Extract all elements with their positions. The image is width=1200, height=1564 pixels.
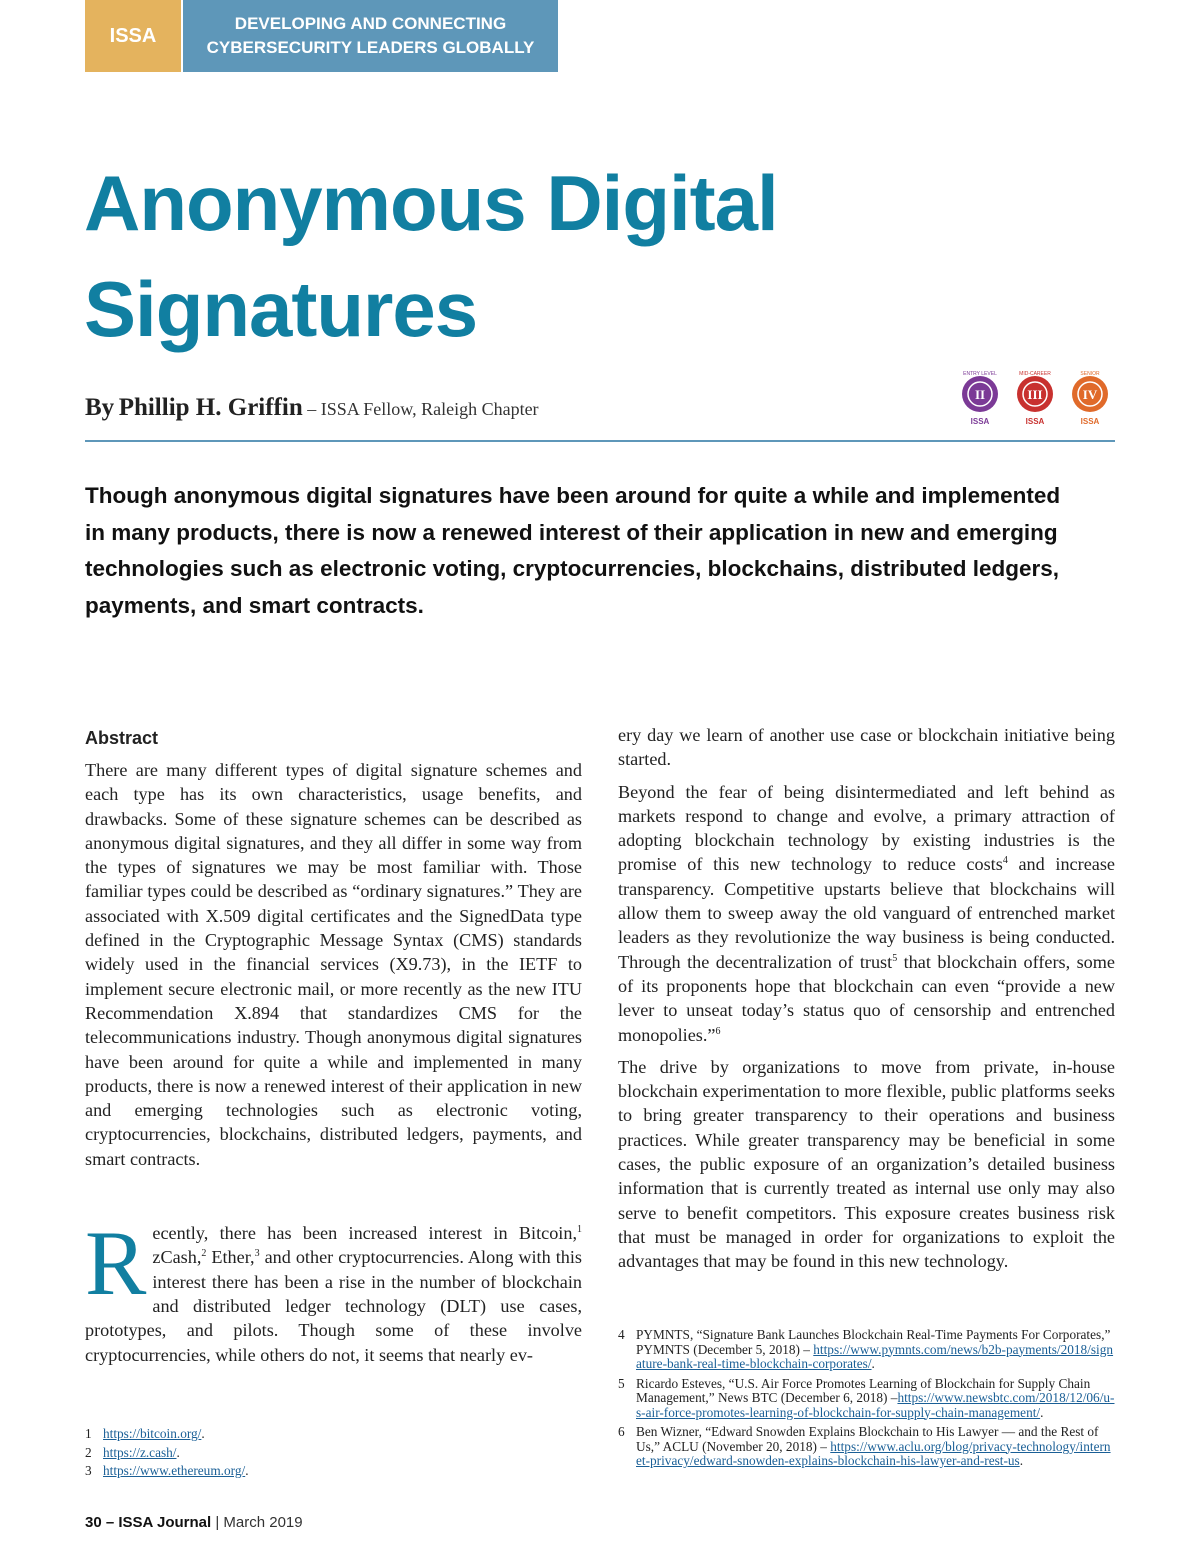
footnote-ref-5: 5 xyxy=(892,952,898,964)
tagline-line-2: CYBERSECURITY LEADERS GLOBALLY xyxy=(206,38,535,57)
paragraph-transparency: Beyond the fear of being disintermediated and left behind as markets respond to change and evolve, a primary attraction of adopting blockchain technology by existing industries is the promise of this new technology to reduce costs$^4$ and increase transparency. Competitive upstarts believe that blockchains will allow them to sweep away the old vanguard of entrenched market leaders as they revolutionize the way business is being conducted. Through the decentralization of trust$^5$ that blockchain offers, some of its proponents hope that blockchain can even “provide a new lever to unseat today’s status quo of censorship and entrenched monopolies.”$^6$ xyxy=(618,781,1115,1045)
footnote-ref-4: 4 xyxy=(1002,855,1008,867)
right-column xyxy=(618,723,1115,1274)
title-line-1: Anonymous Digital xyxy=(84,159,778,247)
tagline-banner xyxy=(183,0,558,72)
footer-separator: | xyxy=(211,1514,224,1531)
footnote-ref-6: 6 xyxy=(715,1025,721,1037)
footnote-6: 6 Ben Wizner, “Edward Snowden Explains Blockchain to His Lawyer — and the Rest of Us,” ACLU (November 20, 2018) – https://www.aclu.org/blog/privacy-technology/internet-privacy/edward-snowden-explains-blockchain-his-lawyer-and-rest-us. xyxy=(618,1424,1111,1468)
svg-text:II: II xyxy=(974,387,986,402)
footnote-ref-2: 2 xyxy=(201,1248,207,1260)
svg-text:MID-CAREER: MID-CAREER xyxy=(1019,371,1051,377)
footer-page-label: 30 – ISSA Journal xyxy=(85,1514,212,1531)
byline xyxy=(85,394,539,422)
intro-continued: ery day we learn of another use case or blockchain initiative being started. xyxy=(618,725,1115,770)
paragraph-business-risk: The drive by organizations to move from private, in-house blockchain experimentation to more flexible, public platforms seeks to bring greater transparency to their operations and business practices. While greater transparency may be beneficial in some cases, the public exposure of an organization’s detailed business information that is currently treated as internal use only may also serve to benefit competitors. This exposure creates business risk that must be managed in order for organizations to exploit the advantages that may be found in this new technology. xyxy=(618,1056,1115,1272)
footnote-3-link[interactable]: https://www.ethereum.org/ xyxy=(103,1463,246,1478)
drop-cap: R xyxy=(85,1212,147,1315)
issa-org-label: ISSA xyxy=(109,24,157,47)
svg-text:ISSA: ISSA xyxy=(1025,417,1045,426)
header-divider xyxy=(85,440,1115,442)
footnote-2-link[interactable]: https://z.cash/ xyxy=(103,1444,177,1460)
article-lede: Though anonymous digital signatures have been around for quite a while and implemented in many products, there is now a renewed interest of their application in new and emerging technologies such as electronic voting, cryptocurrencies, blockchains, distributed ledgers, payments, and smart contracts. xyxy=(85,483,1061,618)
right-footnotes xyxy=(618,1328,1115,1469)
svg-text:III: III xyxy=(1027,387,1043,402)
article-title xyxy=(84,150,984,362)
author-name: Phillip H. Griffin xyxy=(118,394,303,421)
footnote-ref-3: 3 xyxy=(254,1248,260,1260)
abstract-text: There are many different types of digital signature schemes and each type has its own characteristics, usage benefits, and drawbacks. Some of these signature schemes can be described as anonymous digital signatures, and they all differ in some way from the types of signatures we may be most familiar with. Those familiar types could be described as “ordinary signatures.” They are associated with X.509 digital certificates and the SignedData type defined in the Cryptographic Message Syntax (CMS) standards widely used in the financial services (X9.73), in the IETF to implement secure electronic mail, or more recently as the new ITU Recommendation X.894 that standardizes CMS for the telecommunications industry. Though anonymous digital signatures have been around for quite a while and implemented in many products, there is now a renewed interest of their application in new and emerging technologies such as electronic voting, cryptocurrencies, blockchains, distributed ledgers, payments, and smart contracts. xyxy=(85,760,582,1169)
footnote-ref-1: 1 xyxy=(577,1223,582,1235)
svg-text:IV: IV xyxy=(1082,387,1098,402)
svg-text:ENTRY LEVEL: ENTRY LEVEL xyxy=(963,371,997,377)
abstract-heading: Abstract xyxy=(85,728,159,748)
footnote-1: 1 https://bitcoin.org/. xyxy=(85,1426,205,1441)
svg-text:ISSA: ISSA xyxy=(970,417,990,426)
left-footnotes xyxy=(85,1427,582,1479)
svg-text:ISSA: ISSA xyxy=(1080,417,1100,426)
footnote-5: 5 Ricardo Esteves, “U.S. Air Force Promotes Learning of Blockchain for Supply Chain Management,” News BTC (December 6, 2018) –https://www.newsbtc.com/2018/12/06/u-s-air-force-promotes-learning-of-blockchain-for-supply-chain-management/. xyxy=(618,1375,1115,1420)
footnote-4-link[interactable]: https://www.pymnts.com/news/b2b-payments/2018/signature-bank-real-time-blockchain-corporates/ xyxy=(636,1341,1114,1371)
career-level-badges xyxy=(955,368,1115,430)
author-role: – ISSA Fellow, Raleigh Chapter xyxy=(307,399,539,419)
footnote-6-link[interactable]: https://www.aclu.org/blog/privacy-technology/internet-privacy/edward-snowden-explains-blockchain-his-lawyer-and-rest-us xyxy=(636,1438,1111,1468)
senior-badge-icon xyxy=(1065,368,1115,428)
tagline-line-1: DEVELOPING AND CONNECTING xyxy=(234,14,507,33)
footnote-3: 3 https://www.ethereum.org/. xyxy=(85,1463,249,1478)
page-footer xyxy=(85,1514,303,1531)
mid-career-badge-icon xyxy=(1010,368,1060,428)
footnote-5-link[interactable]: https://www.newsbtc.com/2018/12/06/u-s-air-force-promotes-learning-of-blockchain-for-supply-chain-management/ xyxy=(636,1390,1115,1420)
footnote-2: 2 https://z.cash/. xyxy=(85,1444,180,1460)
issa-banner-label xyxy=(85,0,181,72)
footnote-1-link[interactable]: https://bitcoin.org/ xyxy=(103,1426,202,1441)
byline-prefix: By xyxy=(85,394,115,421)
intro-paragraph: Recently, there has been increased interest in Bitcoin,$^1$ zCash,$^2$ Ether,$^3$ and other cryptocurrencies. Along with this interest there has been a rise in the number of blockchain and distributed ledger technology (DLT) use cases, prototypes, and pilots. Though some of these involve cryptocurrencies, while others do not, it seems that nearly ev- xyxy=(85,1212,582,1365)
svg-text:SENIOR: SENIOR xyxy=(1080,371,1100,377)
entry-level-badge-icon xyxy=(955,368,1005,428)
footnote-4: 4 PYMNTS, “Signature Bank Launches Blockchain Real-Time Payments For Corporates,” PYMNTS (December 5, 2018) – https://www.pymnts.com/news/b2b-payments/2018/signature-bank-real-time-blockchain-corporates/. xyxy=(618,1327,1114,1371)
left-column xyxy=(85,726,582,1367)
title-line-2: Signatures xyxy=(84,265,478,353)
footer-date: March 2019 xyxy=(223,1514,303,1531)
